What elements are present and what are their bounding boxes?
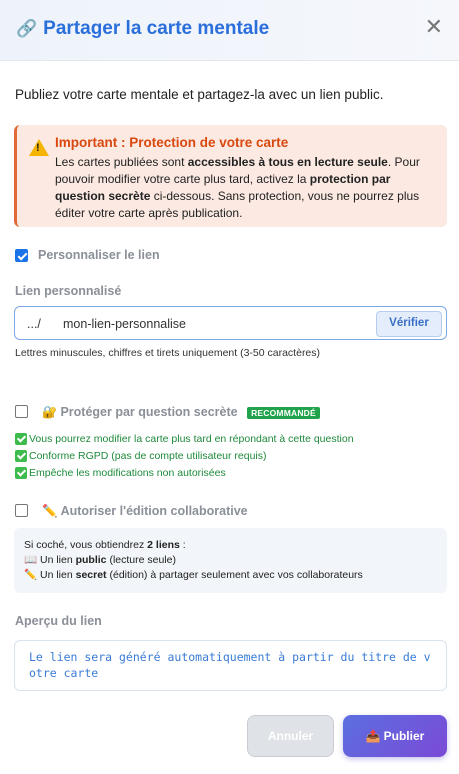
publish-button[interactable]: 📤 Publier (343, 715, 447, 757)
dialog-title-text: Partager la carte mentale (43, 18, 270, 39)
close-icon[interactable]: ✕ (424, 14, 443, 39)
collab-info-line: 📖 Un lien public (lecture seule) (24, 554, 176, 566)
custom-link-input[interactable] (61, 313, 345, 335)
dialog-header (0, 0, 459, 61)
collab-info-box (14, 528, 447, 593)
outbox-icon: 📤 (365, 729, 381, 743)
recommended-badge: RECOMMANDÉ (247, 407, 320, 419)
warning-title: Important : Protection de votre carte (55, 135, 289, 150)
lock-icon: 🔐 (42, 405, 57, 419)
protect-checkbox[interactable] (15, 405, 28, 418)
check-icon (15, 467, 27, 479)
benefit-item: Vous pourrez modifier la carte plus tard en répondant à cette question (15, 433, 354, 445)
check-icon (15, 433, 27, 445)
collab-info-line: ✏️ Un lien secret (édition) à partager seulement avec vos collaborateurs (24, 569, 363, 581)
collab-info-line: Si coché, vous obtiendrez 2 liens : (24, 539, 186, 551)
collab-label-row[interactable] (42, 504, 248, 519)
book-icon: 📖 (24, 554, 38, 566)
intro-text: Publiez votre carte mentale et partagez-la avec un lien public. (15, 87, 384, 102)
link-icon: 🔗 (16, 19, 38, 38)
custom-link-label: Lien personnalisé (15, 284, 122, 298)
benefit-item: Empêche les modifications non autorisées (15, 467, 226, 479)
link-preview: Le lien sera généré automatiquement à partir du titre de votre carte (14, 640, 447, 691)
customize-link-checkbox[interactable] (15, 249, 28, 262)
warning-text: Les cartes publiées sont accessibles à tous en lecture seule. Pour pouvoir modifier votre carte plus tard, activez la protection par question secrète ci-dessous. Sans protection, vous ne pourrez plus éditer votre carte après publication. (55, 155, 420, 220)
custom-link-hint: Lettres minuscules, chiffres et tirets uniquement (3-50 caractères) (15, 347, 321, 359)
warning-icon (29, 139, 49, 156)
custom-link-field (14, 306, 447, 340)
collab-label: Autoriser l'édition collaborative (60, 504, 248, 518)
pencil-icon: ✏️ (42, 504, 58, 518)
customize-link-label[interactable]: Personnaliser le lien (38, 248, 160, 262)
url-prefix: .../ (27, 317, 41, 331)
verify-button[interactable]: Vérifier (376, 311, 442, 337)
protect-label: Protéger par question secrète (60, 405, 238, 419)
warning-box (14, 125, 447, 227)
protect-label-row[interactable] (42, 405, 320, 419)
dialog-title (16, 18, 269, 40)
cancel-button[interactable]: Annuler (247, 715, 334, 757)
collab-checkbox[interactable] (15, 504, 28, 517)
pencil-icon: ✏️ (24, 569, 38, 581)
check-icon (15, 450, 27, 462)
preview-label: Aperçu du lien (15, 614, 102, 628)
benefit-item: Conforme RGPD (pas de compte utilisateur requis) (15, 450, 267, 462)
